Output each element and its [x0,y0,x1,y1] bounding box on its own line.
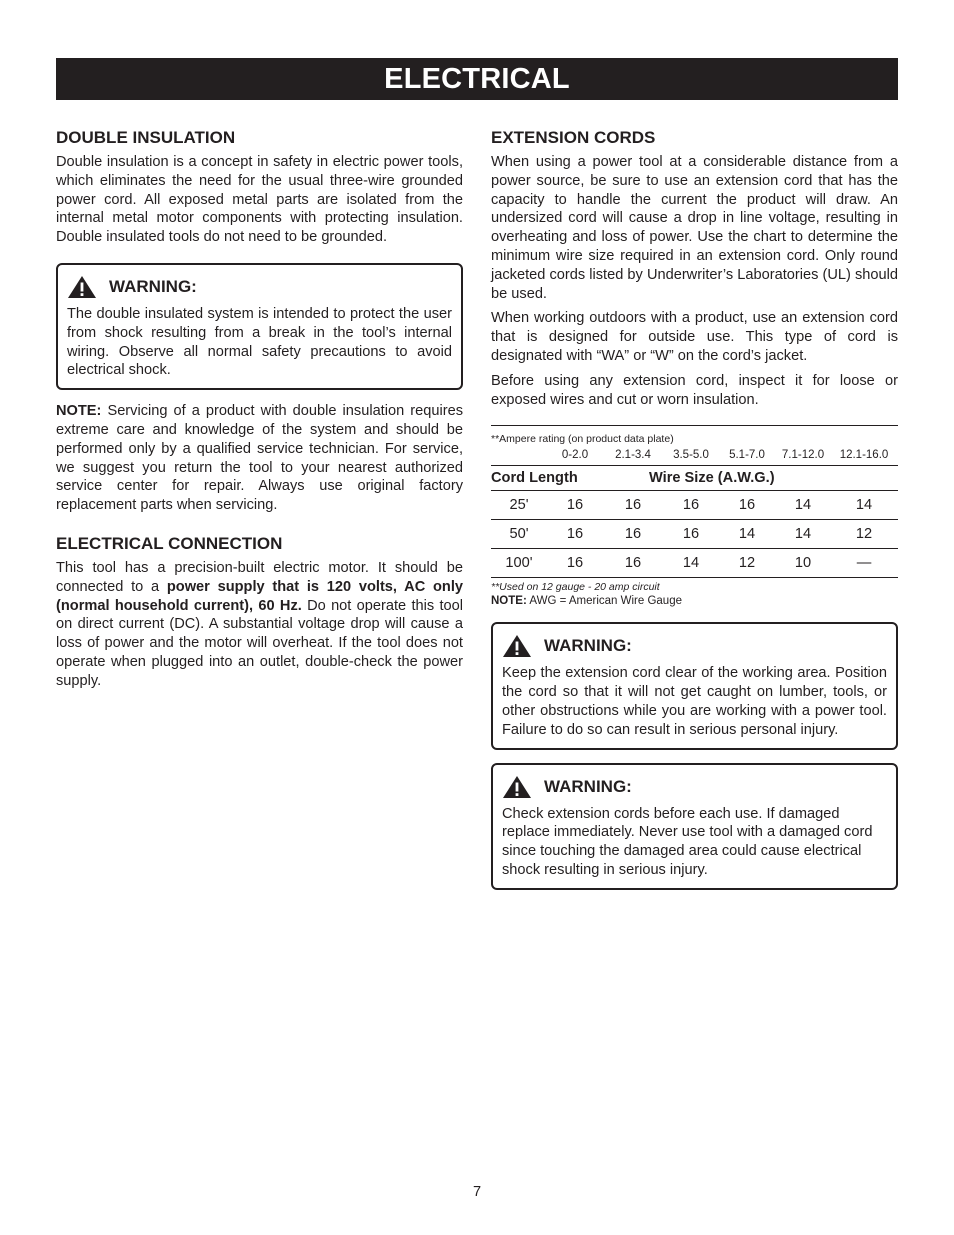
warning-triangle-icon [502,634,532,658]
note-text: Servicing of a product with double insulation requires extreme care and knowledge of the system and should be performed only by a qualified service technician. For service, we suggest you return the tool to your nearest authorized service center for repair. Always use original factory replacement parts when servicing. [56,403,463,514]
wire-size-cell: 16 [566,526,584,543]
right-column [491,127,898,890]
wire-size-cell: 12 [855,526,873,543]
wire-size-cell: 14 [794,497,812,514]
warning-title: WARNING: [544,636,632,656]
wire-size-cell: 16 [566,497,584,514]
warning-text: Keep the extension cord clear of the working area. Position the cord so that it will not get caught on lumber, tools, or other obstructions while you are working with a power tool. Failure to do so can result in serious personal injury. [502,665,887,738]
wire-size-header: Wire Size (A.W.G.) [649,470,775,487]
ampere-range: 12.1-16.0 [839,449,889,462]
table-row [491,520,898,549]
cord-length-cell: 100' [505,555,533,572]
wire-size-cell: 16 [624,555,642,572]
table-header-row [491,466,898,491]
warning-title: WARNING: [544,776,632,796]
ampere-range: 5.1-7.0 [729,449,765,462]
cord-length-cell: 50' [509,526,529,543]
wire-size-cell: 10 [794,555,812,572]
ampere-range: 0-2.0 [561,449,589,462]
warning-text: The double insulated system is intended to protect the user from shock resulting from a break in the tool’s internal wiring. Observe all normal safety precautions to avoid electrical shock. [67,305,452,379]
electrical-connection-body [56,559,463,691]
warning-title: WARNING: [109,276,197,296]
extension-cords-para-2: When working outdoors with a product, use an extension cord that is designed for outside use. This type of cord is designated with “WA” or “W” on the cord’s jacket. [491,310,898,364]
left-column [56,127,463,691]
wire-size-cell: 14 [794,526,812,543]
extension-cords-para-1: When using a power tool at a considerable distance from a power source, be sure to use an extension cord that has the capacity to handle the current the product will draw. An undersized cord will cause a drop in line voltage, resulting in overheating and loss of power. Use the chart to determine the minimum wire size required in an extension cord. Only round jacketed cords listed by Underwriter’s Laboratories (UL) should be used. [491,154,898,302]
ampere-caption: **Ampere rating (on product data plate) [491,433,674,446]
note-text: AWG = American Wire Gauge [526,595,682,608]
wire-size-cell: 16 [682,526,700,543]
extension-cords-heading: EXTENSION CORDS [491,128,656,147]
extension-cord-warning-box-1 [491,622,898,749]
service-note [56,402,463,515]
connection-text-part2: Do not operate this tool on direct current (DC). A substantial voltage drop will cause a loss of power and the motor will overheat. If the tool does not operate when plugged into an outlet, double-check the power supply. [56,597,463,689]
wire-size-cell: 16 [624,526,642,543]
double-insulation-body: Double insulation is a concept in safety in electric power tools, which eliminates the need for the usual three-wire grounded power cord. All exposed metal parts are isolated from the internal metal motor components with protecting insulation. Double insulated tools do not need to be grounded. [56,154,463,246]
wire-size-cell: 14 [682,555,700,572]
wire-size-cell: 16 [682,497,700,514]
wire-size-cell: 16 [566,555,584,572]
wire-size-cell: 16 [738,497,756,514]
warning-triangle-icon [502,775,532,799]
page-title-banner: ELECTRICAL [56,58,898,100]
warning-triangle-icon [67,275,97,299]
extension-cords-para-3: Before using any extension cord, inspect it for loose or exposed wires and cut or worn insulation. [491,372,898,408]
wire-size-cell: — [856,555,872,572]
warning-text: Check extension cords before each use. If damaged replace immediately. Never use tool with a damaged cord since touching the damaged area could cause electrical shock resulting in serious injury. [502,805,873,878]
connection-text-part1: This tool has a precision-built electric motor. It should be connected to a [56,559,463,595]
wire-size-cell: 16 [624,497,642,514]
ampere-range: 3.5-5.0 [673,449,709,462]
ampere-range: 2.1-3.4 [615,449,651,462]
ampere-range-row [491,446,898,466]
table-row [491,549,898,578]
wire-size-cell: 12 [738,555,756,572]
cord-length-header: Cord Length [491,470,578,487]
wire-size-cell: 14 [738,526,756,543]
ampere-range: 7.1-12.0 [781,449,825,462]
table-footnote: **Used on 12 gauge - 20 amp circuit [491,581,660,594]
page-number: 7 [472,1184,482,1200]
awg-note [491,594,898,608]
double-insulation-heading: DOUBLE INSULATION [56,128,236,147]
connection-text-bold: power supply that is 120 volts, AC only (normal household current), 60 Hz. [56,578,463,614]
electrical-connection-heading: ELECTRICAL CONNECTION [56,533,283,553]
table-row [491,491,898,520]
note-label: NOTE: [491,595,527,608]
wire-size-cell: 14 [855,497,873,514]
extension-cord-warning-box-2 [491,763,898,890]
double-insulation-warning-box [56,263,463,390]
note-label: NOTE: [56,403,102,420]
wire-size-table [491,425,898,608]
cord-length-cell: 25' [509,497,529,514]
